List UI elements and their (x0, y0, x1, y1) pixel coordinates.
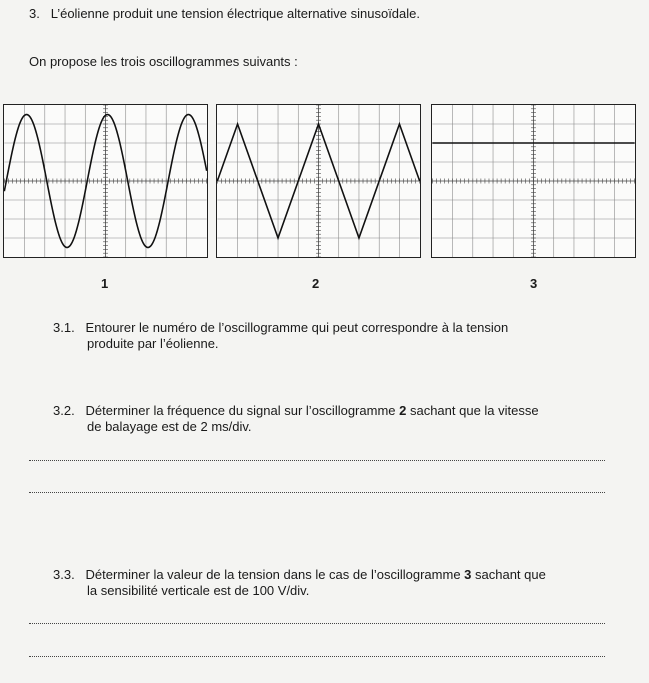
answer-line-3-2-b[interactable] (29, 492, 605, 493)
oscillogram-3-grid (432, 105, 634, 257)
question-3-2-line2: de balayage est de 2 ms/div. (87, 419, 252, 434)
question-3-1-number: 3.1. (53, 320, 75, 335)
question-3-2-line1-a: Déterminer la fréquence du signal sur l’oscillogramme (85, 403, 400, 418)
question-3-text: L’éolienne produit une tension électrique alternative sinusoïdale. (50, 6, 421, 21)
question-3-2 (53, 403, 613, 435)
question-3-2-line1-c: sachant que la vitesse (406, 403, 539, 418)
question-3-3-line1-c: sachant que (471, 567, 546, 582)
oscillogram-2-label[interactable]: 2 (312, 276, 320, 291)
oscillogram-1-label[interactable]: 1 (101, 276, 109, 291)
question-3-3 (53, 567, 613, 599)
question-3-3-line2: la sensibilité verticale est de 100 V/div. (87, 583, 310, 598)
question-3-3-line1-bold: 3 (464, 567, 472, 582)
question-3-3-line1-a: Déterminer la valeur de la tension dans le cas de l’oscillogramme (85, 567, 465, 582)
question-3-1-line1: Entourer le numéro de l’oscillogramme qui peut correspondre à la tension (85, 320, 509, 335)
oscillogram-2-grid (217, 105, 419, 257)
oscillogram-3-label[interactable]: 3 (530, 276, 538, 291)
oscillogram-3 (431, 104, 636, 258)
question-3-2-number: 3.2. (53, 403, 75, 418)
question-3-3-number: 3.3. (53, 567, 75, 582)
intro-text: On propose les trois oscillogrammes suivants : (29, 54, 298, 69)
question-3-2-line1-bold: 2 (399, 403, 407, 418)
answer-line-3-3-a[interactable] (29, 623, 605, 624)
question-3-1 (53, 320, 613, 352)
oscillogram-2-screen (217, 105, 420, 257)
question-3-1-line2: produite par l’éolienne. (87, 336, 219, 351)
oscillogram-1-screen (4, 105, 207, 257)
oscillogram-1 (3, 104, 208, 258)
answer-line-3-2-a[interactable] (29, 460, 605, 461)
question-3-number: 3. (29, 6, 40, 21)
oscillogram-2 (216, 104, 421, 258)
oscillogram-3-screen (432, 105, 635, 257)
answer-line-3-3-b[interactable] (29, 656, 605, 657)
question-3 (29, 6, 420, 22)
